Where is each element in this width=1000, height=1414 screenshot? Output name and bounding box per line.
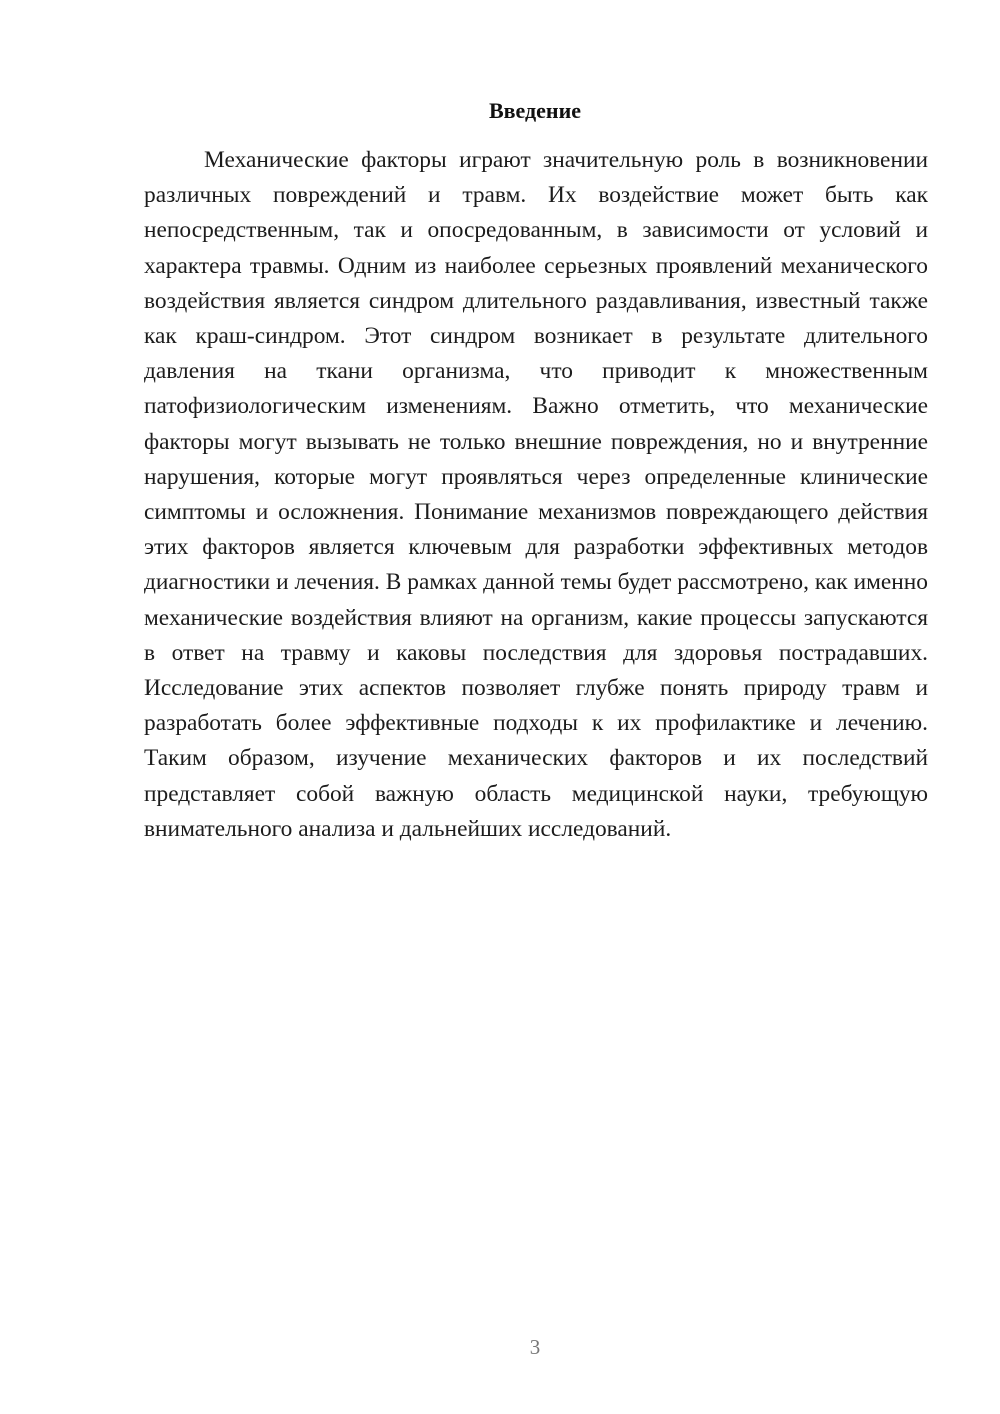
body-paragraph: Механические факторы играют значительную роль в возникновении различных повреждений и травм. Их воздействие может быть как непосредственным, так и опосредованным, в зависимости от условий и характера травмы. Одним из наиболее серьезных проявлений механического воздействия является синдром длительного раздавливания, известный также как краш-синдром. Этот синдром возникает в результате длительного давления на ткани организма, что приводит к множественным патофизиологическим изменениям. Важно отметить, что механические факторы могут вызывать не только внешние повреждения, но и внутренние нарушения, которые могут проявляться через определенные клинические симптомы и осложнения. Понимание механизмов повреждающего действия этих факторов является ключевым для разработки эффективных методов диагностики и лечения. В рамках данной темы будет рассмотрено, как именно механические воздействия влияют на организм, какие процессы запускаются в ответ на травму и каковы последствия для здоровья пострадавших. Исследование этих аспектов позволяет глубже понять природу травм и разработать более эффективные подходы к их профилактике и лечению. Таким образом, изучение механических факторов и их последствий представляет собой важную область медицинской науки, требующую внимательного анализа и дальнейших исследований. [144, 147, 928, 842]
section-heading: Введение [488, 98, 582, 123]
page-number: 3 [529, 1335, 541, 1359]
